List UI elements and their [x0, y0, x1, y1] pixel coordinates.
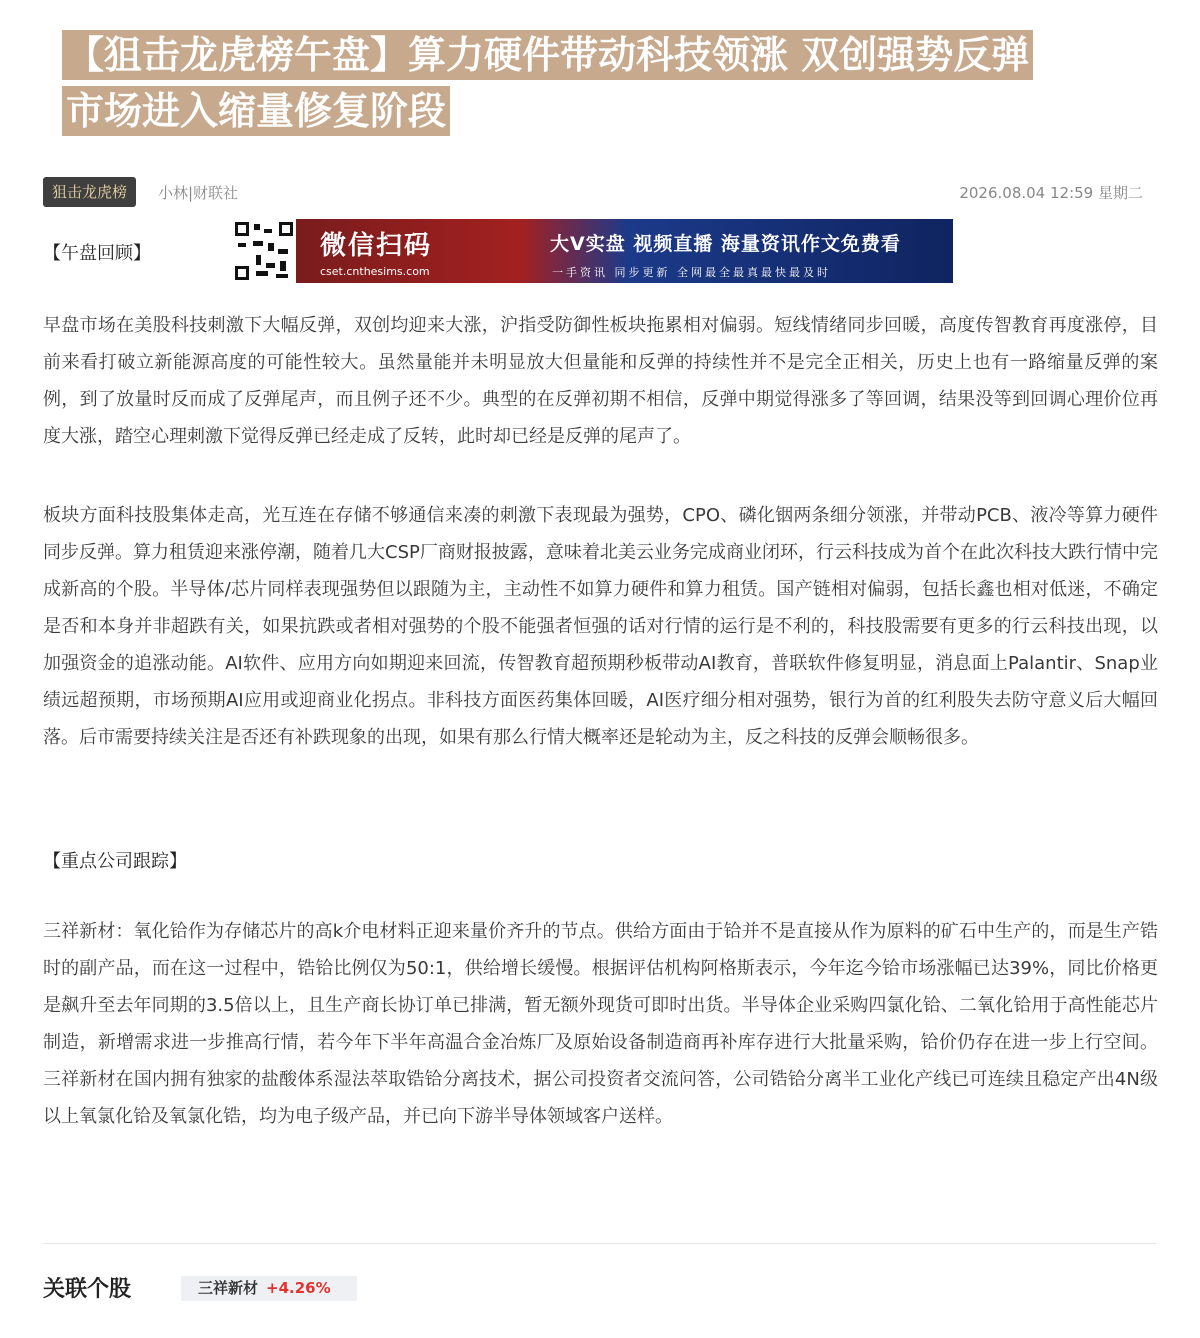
title-line-2: 市场进入缩量修复阶段 — [62, 86, 450, 136]
banner-sub-text: 一手资讯 同步更新 全网最全最真最快最及时 — [552, 266, 831, 279]
author-source[interactable]: 小林|财联社 — [158, 184, 239, 202]
related-stocks-title: 关联个股 — [43, 1277, 132, 1302]
section-label-review: 【午盘回顾】 — [43, 243, 151, 264]
article-title — [62, 30, 1142, 142]
section-label-focus: 【重点公司跟踪】 — [43, 851, 187, 872]
article-meta — [43, 177, 1143, 209]
publish-date: 2026.08.04 12:59 星期二 — [959, 184, 1143, 202]
paragraph-company-focus: 三祥新材：氧化铪作为存储芯片的高k介电材料正迎来量价齐升的节点。供给方面由于铪并不是直接从作为原料的矿石中生产的，而是生产锆时的副产品，而在这一过程中，锆铪比例仅为50:1，供给增长缓慢。根据评估机构阿格斯表示，今年迄今铪市场涨幅已达39%，同比价格更是飙升至去年同期的3.5倍以上，且生产商长协订单已排满，暂无额外现货可即时出货。半导体企业采购四氯化铪、二氧化铪用于高性能芯片制造，新增需求进一步推高行情，若今年下半年高温合金冶炼厂及原始设备制造商再补库存进行大批量采购，铪价仍存在进一步上行空间。三祥新材在国内拥有独家的盐酸体系湿法萃取锆铪分离技术，据公司投资者交流问答，公司锆铪分离半工业化产线已可连续且稳定产出4N级以上氧氯化铪及氧氯化锆，均为电子级产品，并已向下游半导体领域客户送样。 — [43, 921, 1158, 1127]
banner-url: cset.cnthesims.com — [320, 265, 430, 278]
banner-scan-text: 微信扫码 — [320, 231, 433, 261]
title-line-1: 【狙击龙虎榜午盘】算力硬件带动科技领涨 双创强势反弹 — [62, 30, 1033, 80]
paragraph-market-review: 早盘市场在美股科技刺激下大幅反弹，双创均迎来大涨，沪指受防御性板块拖累相对偏弱。短线情绪同步回暖，高度传智教育再度涨停，目前来看打破立新能源高度的可能性较大。虽然量能并未明显放大但量能和反弹的持续性并不是完全正相关，历史上也有一路缩量反弹的案例，到了放量时反而成了反弹尾声，而且例子还不少。典型的在反弹初期不相信，反弹中期觉得涨多了等回调，结果没等到回调心理价位再度大涨，踏空心理刺激下觉得反弹已经走成了反转，此时却已经是反弹的尾声了。 — [43, 315, 1158, 447]
ad-banner[interactable] — [232, 219, 953, 283]
stock-name: 三祥新材 — [198, 1279, 259, 1297]
stock-chip[interactable] — [181, 1276, 357, 1301]
paragraph-sector-review: 板块方面科技股集体走高，光互连在存储不够通信来凑的刺激下表现最为强势，CPO、磷化铟两条细分领涨，并带动PCB、液冷等算力硬件同步反弹。算力租赁迎来涨停潮，随着几大CSP厂商财报披露，意味着北美云业务完成商业闭环，行云科技成为首个在此次科技大跌行情中完成新高的个股。半导体/芯片同样表现强势但以跟随为主，主动性不如算力硬件和算力租赁。国产链相对偏弱，包括长鑫也相对低迷，不确定是否和本身并非超跌有关，如果抗跌或者相对强势的个股不能强者恒强的话对行情的运行是不利的，科技股需要有更多的行云科技出现，以加强资金的追涨动能。AI软件、应用方向如期迎来回流，传智教育超预期秒板带动AI教育，普联软件修复明显，消息面上Palantir、Snap业绩远超预期，市场预期AI应用或迎商业化拐点。非科技方面医药集体回暖，AI医疗细分相对强势，银行为首的红利股失去防守意义后大幅回落。后市需要持续关注是否还有补跌现象的出现，如果有那么行情大概率还是轮动为主，反之科技的反弹会顺畅很多。 — [43, 505, 1158, 748]
stock-change: +4.26% — [266, 1279, 331, 1297]
column-tag[interactable]: 狙击龙虎榜 — [43, 177, 136, 207]
divider — [43, 1243, 1156, 1244]
qr-code-icon — [232, 219, 296, 283]
banner-main-text: 大V实盘 视频直播 海量资讯作文免费看 — [550, 233, 901, 255]
